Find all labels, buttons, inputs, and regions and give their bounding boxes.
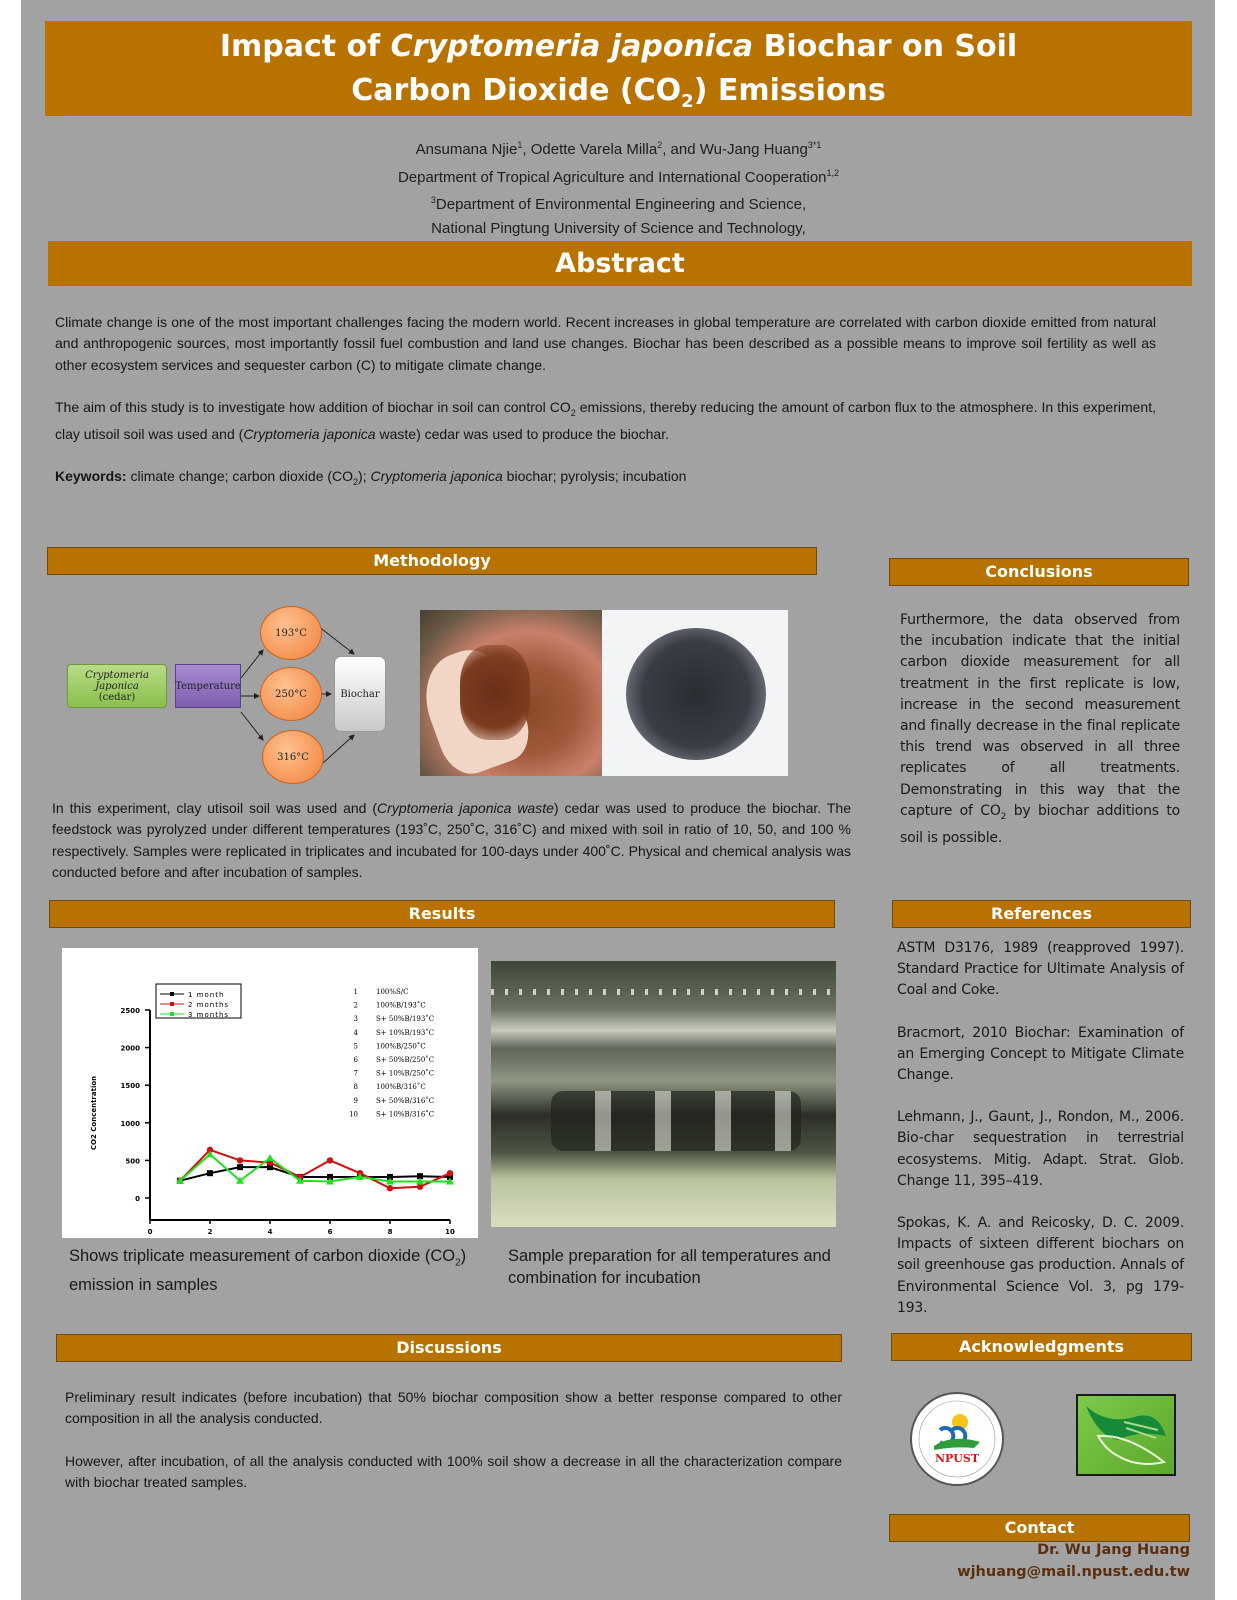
npust-logo [910, 1392, 1004, 1486]
flow-temp-316: 316°C [262, 730, 324, 784]
svg-text:S+ 10%B/193˚C: S+ 10%B/193˚C [376, 1028, 435, 1037]
title-line-1: Impact of Cryptomeria japonica Biochar on Soil [219, 29, 1018, 64]
svg-text:100%B/316˚C: 100%B/316˚C [376, 1083, 426, 1092]
incubation-photo [491, 961, 836, 1227]
svg-text:10: 10 [445, 1228, 455, 1236]
conclusions-text [900, 610, 1180, 870]
svg-text:3 months: 3 months [188, 1011, 230, 1019]
contact-heading: Contact [889, 1514, 1190, 1542]
leaf-hands-icon [1078, 1396, 1174, 1474]
svg-text:1: 1 [353, 988, 358, 996]
author-list: Ansumana Njie$^1$, Odette Varela Milla$^2$, and Wu-Jang Huang$^{3*1}$ [415, 140, 822, 158]
svg-text:0: 0 [135, 1195, 140, 1203]
flow-biochar: Biochar [334, 656, 386, 732]
svg-text:S+ 10%B/250˚C: S+ 10%B/250˚C [376, 1069, 435, 1078]
svg-text:S+ 10%B/316˚C: S+ 10%B/316˚C [376, 1110, 435, 1119]
svg-text:100%S/C: 100%S/C [376, 988, 409, 996]
svg-text:6: 6 [327, 1228, 333, 1236]
chart-canvas [62, 948, 478, 1238]
flow-temp-250: 250°C [260, 667, 322, 721]
methodology-paragraph: In this experiment, clay utisoil soil was used and (Cryptomeria japonica waste) cedar was used to produce the biochar. The feedstock was pyrolyzed under different temperatures (193˚C, 250˚C, 316˚C) and mixed with soil in ratio of 10, 50, and 100 % respectively. Samples were replicated in triplicates and incubated for 100-days under 400˚C. Physical and chemical analysis was conducted before and after incubation of samples. [52, 800, 851, 880]
npust-emblem-icon [912, 1394, 1002, 1484]
reference-item: Spokas, K. A. and Reicosky, D. C. 2009. Impacts of sixteen different biochars on soil greenhouse gas production. Annals of Environmental Science Vol. 3, pg 179-193. [897, 1215, 1184, 1316]
reference-item: Lehmann, J., Gaunt, J., Rondon, M., 2006. Bio-char sequestration in terrestrial ecosystems. Mitig. Adapt. Strat. Glob. Change 11, 395–419. [897, 1109, 1184, 1189]
svg-text:2000: 2000 [120, 1044, 140, 1053]
reference-item: Bracmort, 2010 Biochar: Examination of an Emerging Concept to Mitigate Climate Change. [897, 1024, 1184, 1084]
abstract-paragraph-2: The aim of this study is to investigate how addition of biochar in soil can control $CO_2$ emissions, thereby reducing the amount of carbon flux to the atmosphere. In this experiment, clay utisoil soil was used and (Cryptomeria japonica waste) cedar was used to produce the biochar. [55, 398, 1156, 442]
flow-source-cryptomeria: Cryptomeria Japonica (cedar) [67, 664, 167, 708]
discussions-heading: Discussions [56, 1334, 842, 1362]
svg-text:0: 0 [147, 1228, 153, 1236]
flow-temp-193: 193°C [260, 606, 322, 660]
abstract-paragraph-1: Climate change is one of the most important challenges facing the modern world. Recent increases in global temperature are correlated with carbon dioxide emitted from natural and anthropogenic sources, most importantly fossil fuel combustion and land use changes. Biochar has been described as a possible means to improve soil fertility as well as other ecosystem services and sequester carbon (C) to mitigate climate change. [55, 314, 1156, 373]
svg-text:10: 10 [349, 1110, 358, 1119]
partner-leaf-logo [1076, 1394, 1176, 1476]
svg-text:4: 4 [267, 1228, 273, 1236]
sample-jars [551, 1091, 801, 1151]
discussions-text [65, 1387, 842, 1514]
svg-text:1 month: 1 month [188, 991, 225, 999]
conclusions-heading: Conclusions [889, 558, 1189, 586]
discussions-paragraph-2: However, after incubation, of all the analysis conducted with 100% soil show a decrease in all the characterization compare with biochar treated samples. [65, 1452, 842, 1490]
references-heading: References [892, 900, 1191, 928]
biochar-pile [626, 628, 766, 760]
svg-text:1500: 1500 [120, 1082, 140, 1091]
flow-temperature: Temperature [175, 664, 241, 708]
svg-text:S+ 50%B/250˚C: S+ 50%B/250˚C [376, 1056, 435, 1064]
svg-text:7: 7 [353, 1069, 358, 1078]
methodology-heading: Methodology [47, 547, 817, 575]
svg-text:9: 9 [353, 1096, 358, 1105]
svg-text:8: 8 [387, 1228, 393, 1236]
affiliation-2: $^3$Department of Environmental Engineering and Science, [430, 195, 807, 213]
svg-text:CO2 Concentration: CO2 Concentration [90, 1075, 98, 1151]
svg-text:500: 500 [125, 1157, 140, 1166]
title-line-2: Carbon Dioxide $(CO_2)$ Emissions [351, 73, 886, 112]
results-heading: Results [49, 900, 835, 928]
co2-emission-chart [62, 948, 478, 1238]
svg-text:NPUST: NPUST [934, 1452, 980, 1465]
svg-text:3: 3 [353, 1015, 358, 1024]
svg-text:2 months: 2 months [188, 1001, 230, 1009]
chart-caption: Shows triplicate measurement of carbon dioxide $(CO_2)$ emission in samples [69, 1247, 467, 1295]
biochar-powder-photo [602, 610, 788, 776]
cedar-feedstock-photo [420, 610, 602, 776]
abstract-keywords: Keywords: climate change; carbon dioxide $(CO_2)$; Cryptomeria japonica biochar; pyrolysis; incubation [55, 468, 687, 488]
contact-name: Dr. Wu Jang Huang [1037, 1542, 1190, 1558]
abstract-heading: Abstract [48, 241, 1192, 286]
affiliation-3: National Pingtung University of Science and Technology, [431, 219, 806, 237]
acknowledgments-heading: Acknowledgments [891, 1333, 1192, 1361]
svg-text:S+ 50%B/316˚C: S+ 50%B/316˚C [376, 1096, 435, 1105]
svg-text:2: 2 [207, 1228, 213, 1236]
cedar-chips [460, 645, 530, 740]
reference-item: ASTM D3176, 1989 (reapproved 1997). Standard Practice for Ultimate Analysis of Coal and Coke. [897, 940, 1184, 999]
svg-text:6: 6 [353, 1056, 358, 1064]
svg-text:4: 4 [353, 1028, 358, 1037]
svg-text:S+ 50%B/193˚C: S+ 50%B/193˚C [376, 1015, 435, 1024]
svg-text:2: 2 [353, 1001, 358, 1010]
conclusions-paragraph: Furthermore, the data observed from the incubation indicate that the initial carbon dioxide measurement for all treatment in the first replicate is low, increase in the second measurement and finally decrease in the final replicate this trend was observed in all three replicates of all treatments. Demonstrating in this way that the capture of $CO_2$ by biochar additions to soil is possible. [900, 612, 1180, 846]
photo-caption: Sample preparation for all temperatures and combination for incubation [508, 1247, 831, 1287]
svg-text:100%B/193˚C: 100%B/193˚C [376, 1001, 426, 1010]
rack-shelf [491, 989, 836, 995]
discussions-paragraph-1: Preliminary result indicates (before incubation) that 50% biochar composition show a better response compared to other composition in all the analysis conducted. [65, 1389, 842, 1427]
methodology-text [52, 798, 851, 904]
affiliation-1: Department of Tropical Agriculture and International Cooperation$^{1,2}$ [397, 167, 840, 186]
svg-text:5: 5 [353, 1042, 358, 1051]
svg-text:2500: 2500 [120, 1007, 140, 1015]
svg-text:8: 8 [353, 1083, 358, 1092]
references-list [897, 938, 1184, 1340]
svg-text:100%B/250˚C: 100%B/250˚C [376, 1042, 426, 1051]
contact-email[interactable]: wjhuang@mail.npust.edu.tw [957, 1564, 1190, 1580]
svg-text:1000: 1000 [120, 1119, 140, 1128]
